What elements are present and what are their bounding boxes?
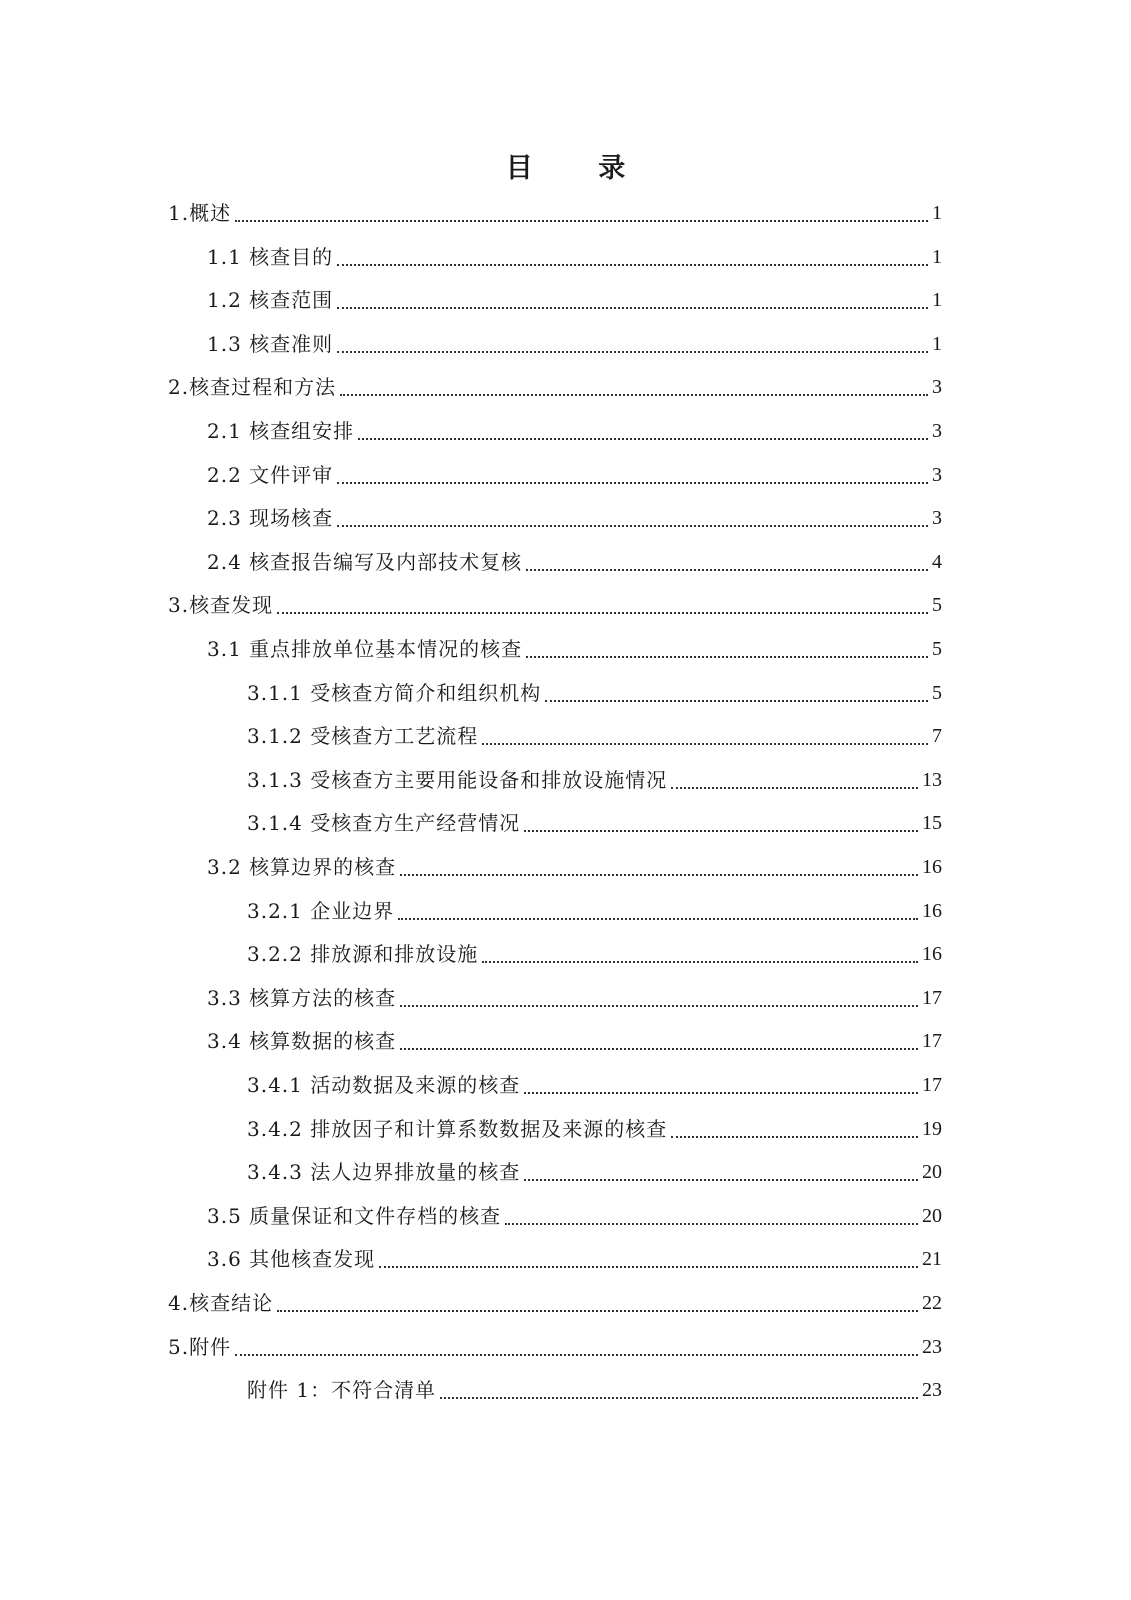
toc-entry-label: 3.2.1 企业边界 — [247, 898, 395, 923]
toc-entry[interactable] — [168, 370, 942, 404]
toc-entry[interactable] — [247, 894, 942, 928]
toc-dot-leader — [524, 806, 918, 840]
toc-entry-label: 3.1.1 受核查方简介和组织机构 — [247, 680, 542, 705]
toc-entry-label: 3.4.1 活动数据及来源的核查 — [247, 1073, 521, 1097]
toc-entry-page-number: 7 — [932, 725, 942, 748]
toc-entry-page-number: 3 — [932, 463, 942, 486]
toc-entry-page-number: 17 — [922, 986, 942, 1009]
toc-entry-label: 2.2 文件评审 — [207, 462, 334, 487]
toc-entry-label: 5.附件 — [168, 1334, 232, 1359]
toc-entry[interactable] — [207, 327, 942, 361]
toc-entry[interactable] — [247, 719, 942, 753]
toc-entry-label: 附件 1：不符合清单 — [247, 1378, 437, 1403]
toc-entry-page-number: 19 — [922, 1117, 942, 1140]
toc-dot-leader — [671, 763, 918, 797]
toc-entry-page-number: 5 — [932, 638, 942, 660]
toc-dot-leader — [235, 1330, 918, 1364]
toc-entry[interactable] — [207, 1024, 942, 1058]
toc-entry-page-number: 1 — [932, 245, 942, 268]
toc-entry-page-number: 17 — [922, 1074, 942, 1096]
toc-entry[interactable] — [247, 1373, 942, 1407]
toc-entry[interactable] — [207, 632, 942, 666]
toc-entry[interactable] — [207, 850, 942, 884]
toc-entry-page-number: 3 — [932, 420, 942, 442]
toc-entry[interactable] — [168, 1286, 942, 1320]
toc-dot-leader — [337, 240, 928, 274]
toc-entry-label: 3.4.2 排放因子和计算系数数据及来源的核查 — [247, 1116, 668, 1141]
toc-entry-label: 3.4.3 法人边界排放量的核查 — [247, 1160, 521, 1185]
toc-entry[interactable] — [247, 1112, 942, 1146]
toc-entry-label: 3.1.2 受核查方工艺流程 — [247, 724, 479, 749]
toc-entry[interactable] — [247, 937, 942, 971]
toc-entry-page-number: 23 — [922, 1379, 942, 1402]
toc-dot-leader — [440, 1373, 918, 1407]
toc-entry-label: 2.1 核查组安排 — [207, 419, 355, 443]
toc-dot-leader — [337, 327, 928, 361]
toc-entry[interactable] — [247, 676, 942, 710]
toc-entry-page-number: 16 — [922, 856, 942, 878]
toc-dot-leader — [358, 414, 928, 448]
toc-entry[interactable] — [207, 1199, 942, 1233]
toc-entry-label: 2.4 核查报告编写及内部技术复核 — [207, 549, 523, 574]
toc-dot-leader — [482, 937, 918, 971]
toc-dot-leader — [524, 1068, 918, 1102]
toc-entry-page-number: 4 — [932, 550, 942, 573]
toc-dot-leader — [526, 545, 928, 579]
toc-entry-page-number: 16 — [922, 943, 942, 966]
toc-entry[interactable] — [207, 240, 942, 274]
toc-entry[interactable] — [247, 806, 942, 840]
toc-entry-page-number: 15 — [922, 812, 942, 835]
toc-entry-label: 3.核查发现 — [168, 593, 274, 618]
toc-entry-page-number: 13 — [922, 768, 942, 791]
toc-dot-leader — [235, 196, 928, 230]
toc-entry[interactable] — [207, 1242, 942, 1276]
toc-entry-label: 3.3 核算方法的核查 — [207, 985, 397, 1010]
toc-entry[interactable] — [168, 196, 942, 230]
toc-dot-leader — [337, 501, 928, 535]
toc-entry-page-number: 1 — [932, 202, 942, 224]
toc-entry-page-number: 23 — [922, 1335, 942, 1358]
toc-entry-page-number: 5 — [932, 681, 942, 704]
toc-entry-label: 1.2 核查范围 — [207, 288, 334, 313]
toc-dot-leader — [671, 1112, 918, 1146]
toc-dot-leader — [379, 1242, 918, 1276]
toc-entry-label: 3.1.4 受核查方生产经营情况 — [247, 811, 521, 836]
toc-dot-leader — [337, 283, 928, 317]
toc-entry-label: 3.5 质量保证和文件存档的核查 — [207, 1203, 502, 1228]
toc-dot-leader — [400, 1024, 918, 1058]
toc-entry[interactable] — [207, 458, 942, 492]
toc-entry[interactable] — [247, 1155, 942, 1189]
toc-entry-page-number: 3 — [932, 376, 942, 399]
toc-entry-page-number: 16 — [922, 899, 942, 922]
toc-dot-leader — [524, 1155, 918, 1189]
toc-entry-label: 3.2.2 排放源和排放设施 — [247, 942, 479, 967]
toc-dot-leader — [505, 1199, 918, 1233]
toc-entry[interactable] — [207, 283, 942, 317]
toc-entry-page-number: 22 — [922, 1292, 942, 1314]
toc-entry-page-number: 3 — [932, 507, 942, 530]
toc-dot-leader — [482, 719, 928, 753]
toc-entry-label: 1.1 核查目的 — [207, 244, 334, 269]
toc-entry-page-number: 17 — [922, 1030, 942, 1053]
toc-entry-label: 1.3 核查准则 — [207, 331, 334, 356]
toc-entry[interactable] — [207, 981, 942, 1015]
toc-entry-label: 3.1 重点排放单位基本情况的核查 — [207, 637, 523, 661]
toc-entry-label: 3.1.3 受核查方主要用能设备和排放设施情况 — [247, 767, 668, 792]
toc-entry-page-number: 1 — [932, 332, 942, 355]
toc-dot-leader — [337, 458, 928, 492]
toc-dot-leader — [545, 676, 928, 710]
toc-dot-leader — [400, 850, 918, 884]
toc-entry[interactable] — [247, 763, 942, 797]
toc-entry-label: 3.2 核算边界的核查 — [207, 855, 397, 879]
toc-dot-leader — [400, 981, 918, 1015]
toc-dot-leader — [398, 894, 918, 928]
toc-entry-label: 3.4 核算数据的核查 — [207, 1029, 397, 1054]
toc-entry[interactable] — [207, 414, 942, 448]
toc-entry-page-number: 1 — [932, 289, 942, 312]
toc-entry-label: 1.概述 — [168, 201, 232, 225]
toc-entry-label: 2.核查过程和方法 — [168, 375, 337, 400]
toc-entry-label: 4.核查结论 — [168, 1291, 274, 1315]
toc-entry-label: 3.6 其他核查发现 — [207, 1247, 376, 1272]
toc-entry-page-number: 21 — [922, 1248, 942, 1271]
toc-entry[interactable] — [207, 501, 942, 535]
toc-entry-page-number: 20 — [922, 1161, 942, 1184]
toc-entry[interactable] — [168, 588, 942, 622]
toc-entry[interactable] — [247, 1068, 942, 1102]
toc-entry-page-number: 20 — [922, 1204, 942, 1227]
toc-entry-label: 2.3 现场核查 — [207, 506, 334, 531]
toc-dot-leader — [277, 588, 928, 622]
toc-dot-leader — [277, 1286, 918, 1320]
toc-entry[interactable] — [207, 545, 942, 579]
toc-dot-leader — [340, 370, 928, 404]
toc-title: 目 录 — [505, 153, 654, 184]
toc-entry-page-number: 5 — [932, 594, 942, 617]
toc-entry[interactable] — [168, 1330, 942, 1364]
toc-dot-leader — [526, 632, 928, 666]
